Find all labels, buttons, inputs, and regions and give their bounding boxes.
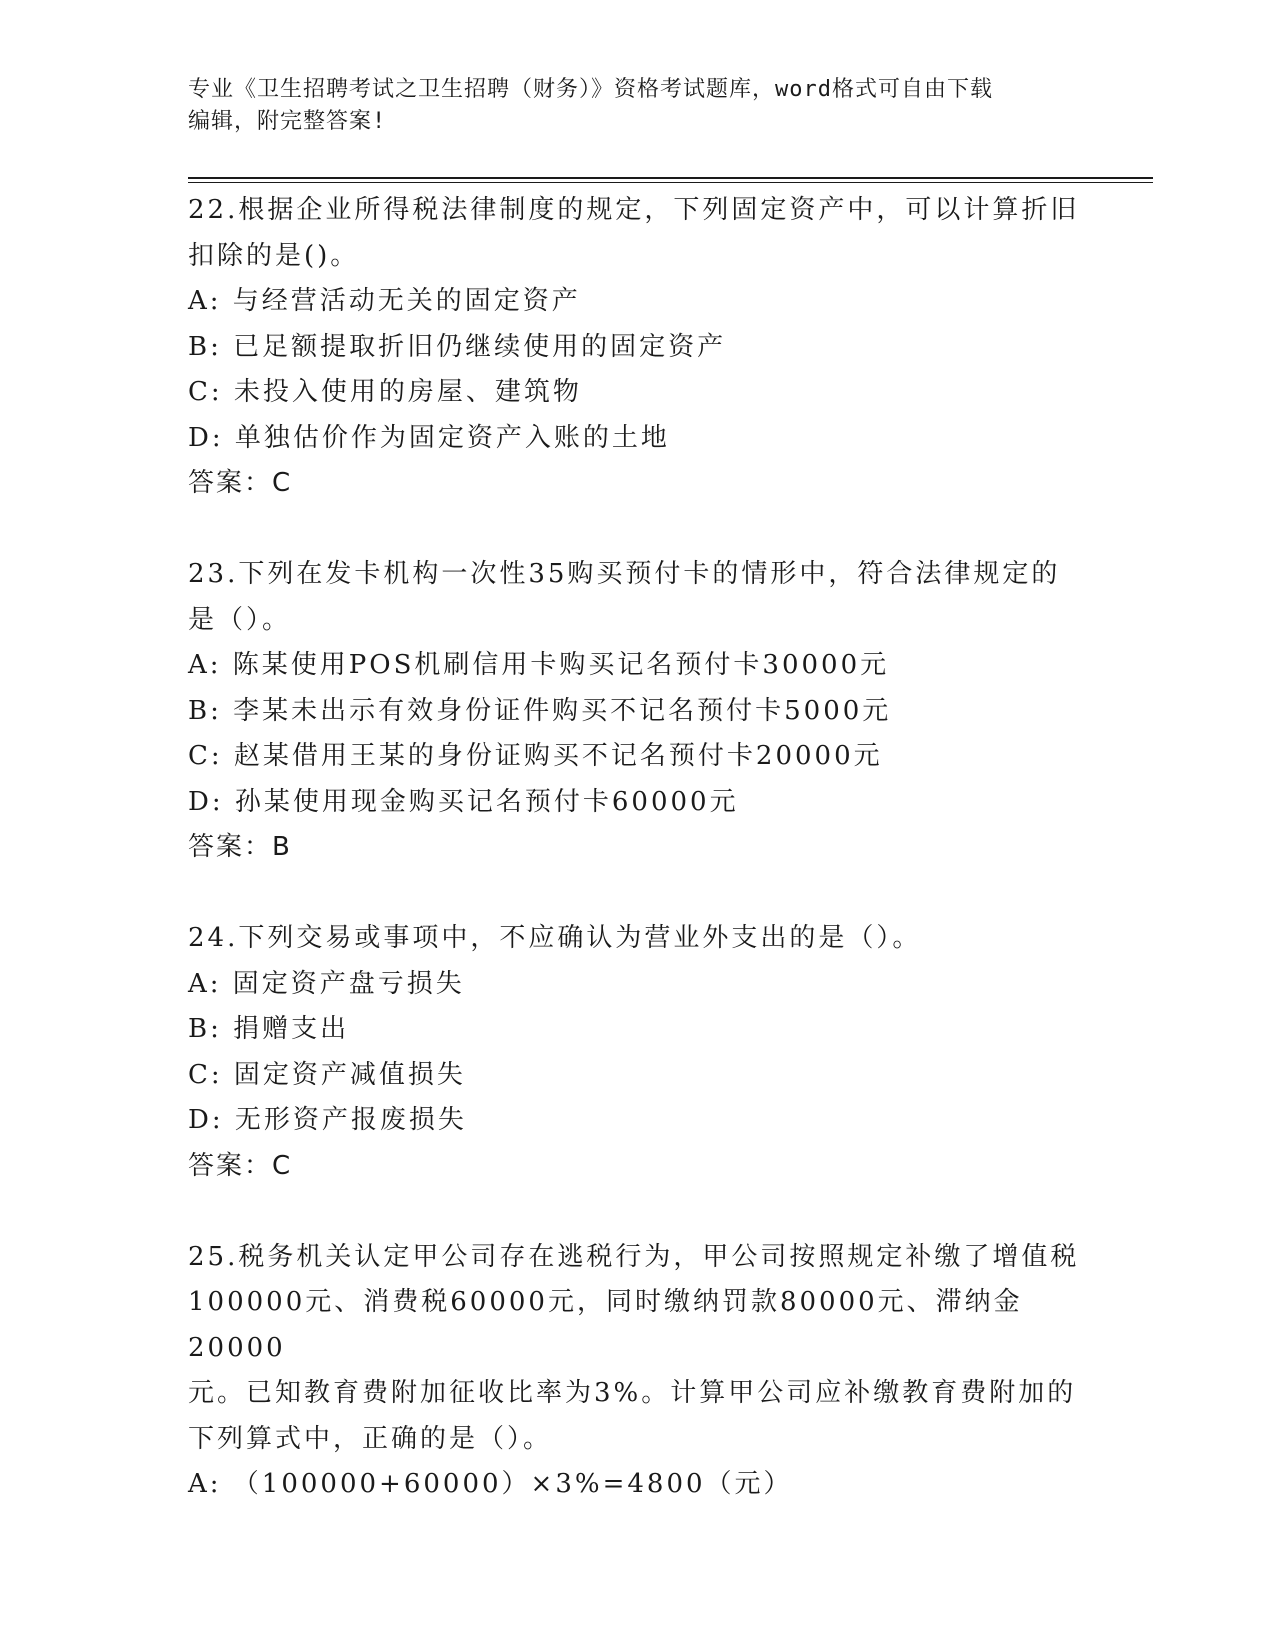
question-24 — [188, 916, 1088, 1189]
question-25 — [188, 1235, 1088, 1508]
option-b: B: 李某未出示有效身份证件购买不记名预付卡5000元 — [188, 695, 892, 726]
option-b: B: 捐赠支出 — [188, 1014, 350, 1044]
question-stem-line: 扣除的是()。 — [188, 240, 360, 271]
header-divider — [188, 177, 1153, 179]
option-d: D: 无形资产报废损失 — [188, 1105, 467, 1135]
header-line-1: 专业《卫生招聘考试之卫生招聘（财务）》资格考试题库，word格式可自由下载 — [188, 77, 993, 102]
option-a: A: 固定资产盘亏损失 — [188, 968, 465, 999]
option-a: A: （100000+60000）×3%=4800（元） — [188, 1469, 793, 1499]
question-stem-line: 下列算式中，正确的是（）。 — [188, 1423, 553, 1454]
answer-line: 答案：C — [188, 468, 293, 498]
option-c: C: 赵某借用王某的身份证购买不记名预付卡20000元 — [188, 741, 883, 771]
spacer — [188, 871, 1088, 917]
question-stem-line: 25.税务机关认定甲公司存在逃税行为，甲公司按照规定补缴了增值税 — [188, 1241, 1080, 1272]
option-d: D: 单独估价作为固定资产入账的土地 — [188, 422, 670, 453]
question-stem-line: 24.下列交易或事项中，不应确认为营业外支出的是（）。 — [188, 923, 922, 953]
option-b: B: 已足额提取折旧仍继续使用的固定资产 — [188, 331, 727, 362]
option-d: D: 孙某使用现金购买记名预付卡60000元 — [188, 786, 739, 817]
answer-line: 答案：B — [188, 832, 292, 862]
question-23 — [188, 552, 1088, 871]
spacer — [188, 1189, 1088, 1235]
header-line-2: 编辑，附完整答案! — [188, 109, 387, 134]
question-stem-line: 22.根据企业所得税法律制度的规定，下列固定资产中，可以计算折旧 — [188, 195, 1080, 225]
question-stem-line: 元。已知教育费附加征收比率为3%。计算甲公司应补缴教育费附加的 — [188, 1378, 1077, 1408]
question-stem-line: 23.下列在发卡机构一次性35购买预付卡的情形中，符合法律规定的 — [188, 559, 1061, 589]
question-22 — [188, 188, 1088, 507]
document-header — [188, 74, 1068, 138]
spacer — [188, 507, 1088, 553]
option-a: A: 与经营活动无关的固定资产 — [188, 286, 581, 316]
option-c: C: 未投入使用的房屋、建筑物 — [188, 377, 582, 407]
header-divider-thin — [188, 182, 1153, 183]
question-stem-line: 100000元、消费税60000元，同时缴纳罚款80000元、滞纳金20000 — [188, 1287, 1023, 1363]
option-c: C: 固定资产减值损失 — [188, 1059, 466, 1090]
question-stem-line: 是（）。 — [188, 604, 292, 635]
question-list — [188, 188, 1088, 1508]
option-a: A: 陈某使用POS机刷信用卡购买记名预付卡30000元 — [188, 650, 890, 680]
answer-line: 答案：C — [188, 1150, 293, 1181]
